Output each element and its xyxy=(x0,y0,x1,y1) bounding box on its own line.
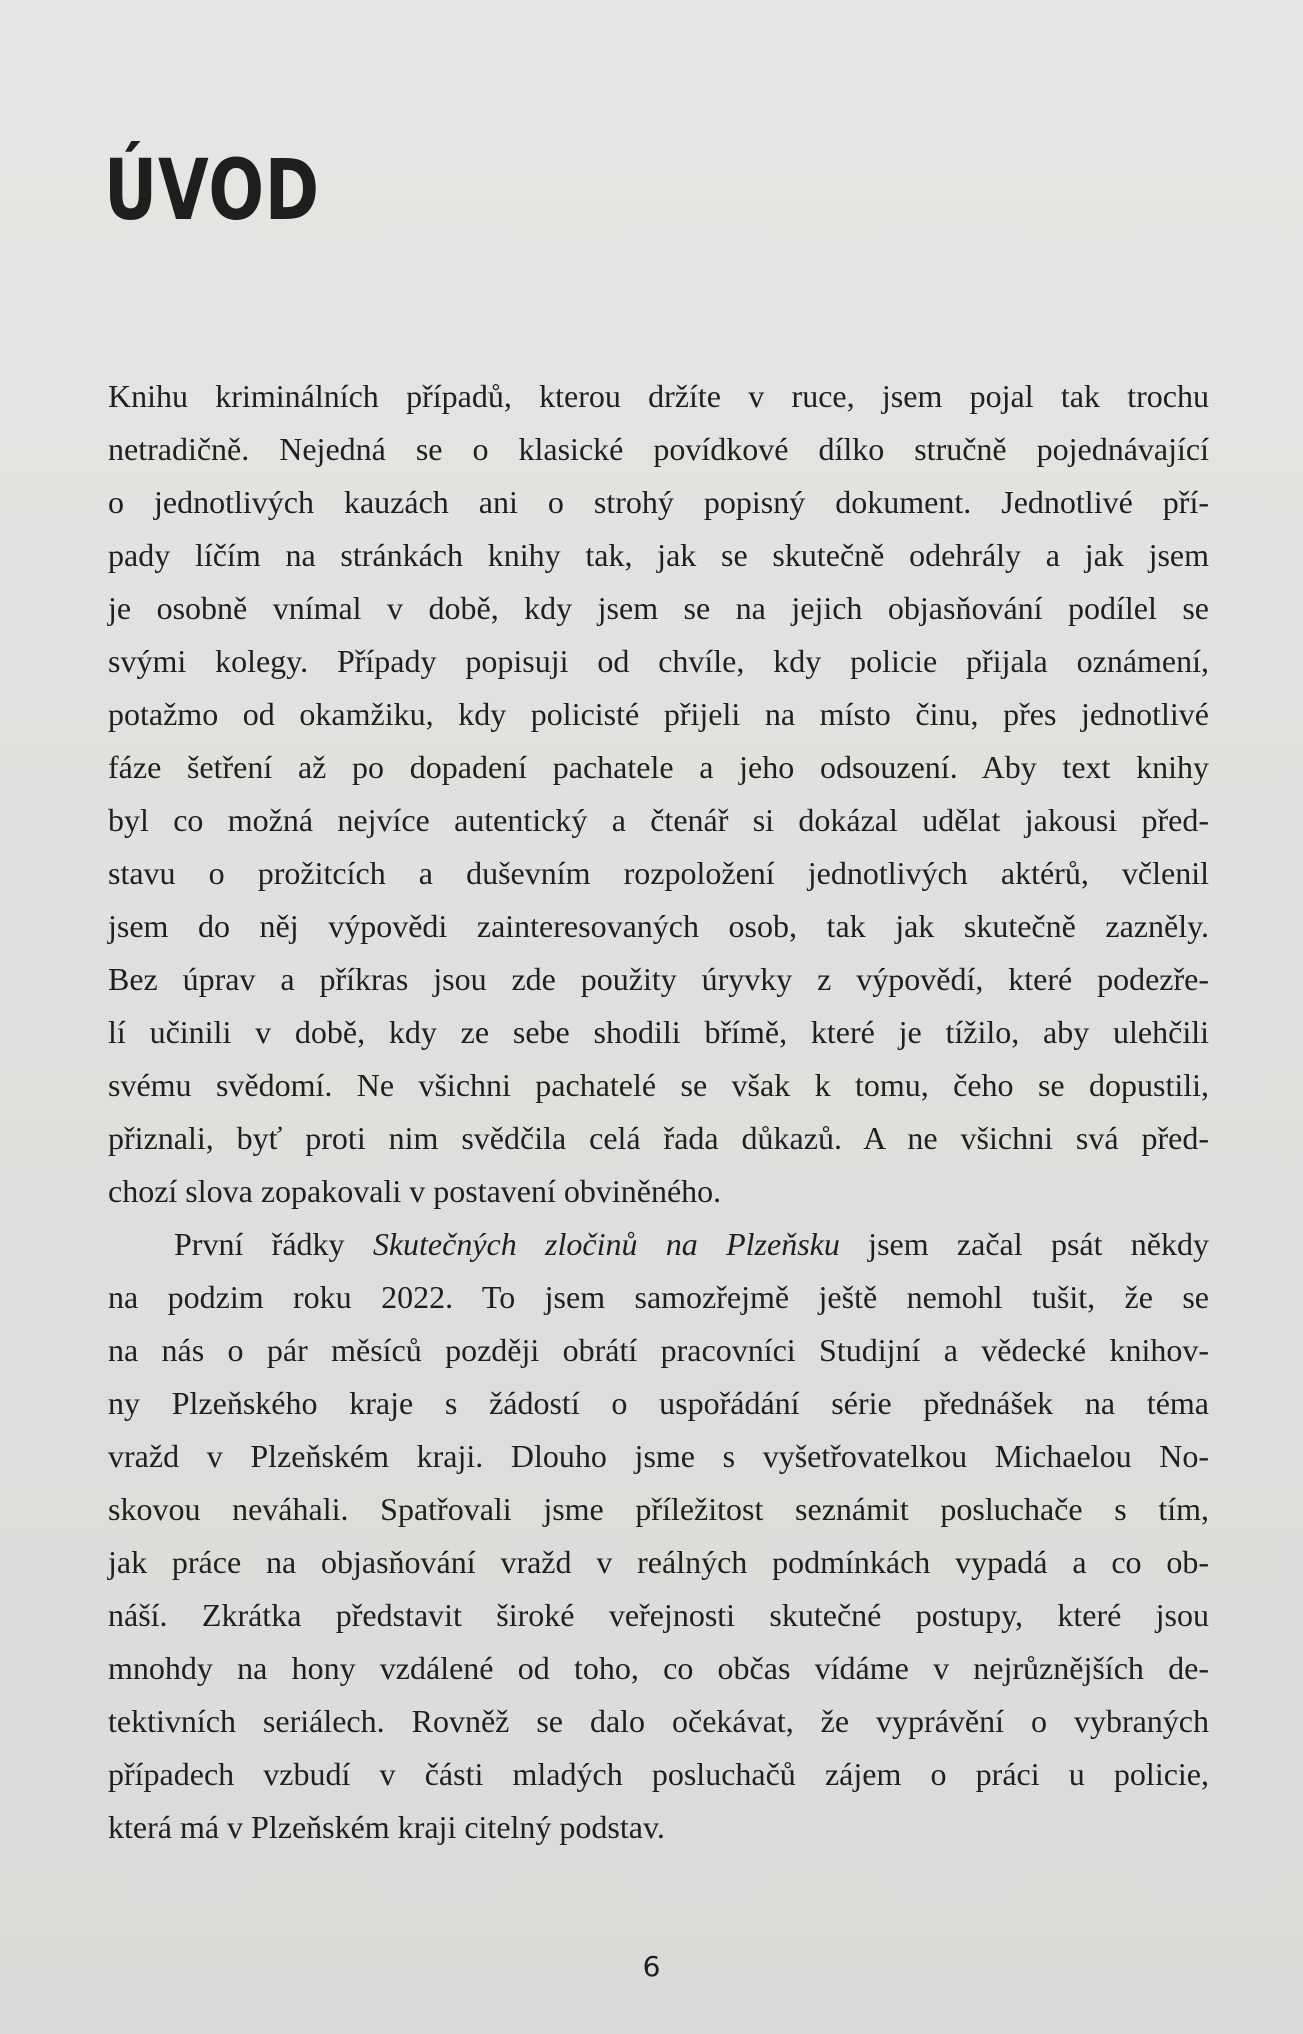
text-run: První řádky xyxy=(174,1226,373,1262)
text-line: jsem do něj výpovědi zainteresovaných osob, tak jak skutečně zazněly. xyxy=(108,908,1209,944)
text-line: náší. Zkrátka představit široké veřejnosti skutečné postupy, které jsou xyxy=(108,1597,1209,1633)
text-line: byl co možná nejvíce autentický a čtenář si dokázal udělat jakousi před- xyxy=(108,802,1209,838)
text-run: jsem začal psát někdy xyxy=(839,1226,1209,1262)
text-line: svými kolegy. Případy popisuji od chvíle, kdy policie přijala oznámení, xyxy=(108,643,1209,679)
text-line: tektivních seriálech. Rovněž se dalo očekávat, že vyprávění o vybraných xyxy=(108,1703,1209,1739)
text-line: přiznali, byť proti nim svědčila celá řada důkazů. A ne všichni svá před- xyxy=(108,1120,1209,1156)
chapter-title: ÚVOD xyxy=(104,141,320,239)
text-line: pady líčím na stránkách knihy tak, jak se skutečně odehrály a jak jsem xyxy=(108,537,1209,573)
text-line: svému svědomí. Ne všichni pachatelé se však k tomu, čeho se dopustili, xyxy=(108,1067,1209,1103)
page-number: 6 xyxy=(642,1950,661,1983)
text-line: potažmo od okamžiku, kdy policisté přijeli na místo činu, přes jednotlivé xyxy=(108,696,1209,732)
text-line: mnohdy na hony vzdálené od toho, co občas vídáme v nejrůznějších de- xyxy=(108,1650,1209,1686)
text-line: o jednotlivých kauzách ani o strohý popisný dokument. Jednotlivé pří- xyxy=(108,484,1209,520)
paragraph-1 xyxy=(108,370,1209,1218)
text-line: fáze šetření až po dopadení pachatele a jeho odsouzení. Aby text knihy xyxy=(108,749,1209,785)
paragraph-2 xyxy=(108,1218,1209,1854)
text-line: netradičně. Nejedná se o klasické povídkové dílko stručně pojednávající xyxy=(108,431,1209,467)
text-line: na podzim roku 2022. To jsem samozřejmě ještě nemohl tušit, že se xyxy=(108,1279,1209,1315)
text-line: jak práce na objasňování vražd v reálných podmínkách vypadá a co ob- xyxy=(108,1544,1209,1580)
text-line: lí učinili v době, kdy ze sebe shodili břímě, které je tížilo, aby ulehčili xyxy=(108,1014,1209,1050)
text-line: ny Plzeňského kraje s žádostí o uspořádání série přednášek na téma xyxy=(108,1385,1209,1421)
text-line: chozí slova zopakovali v postavení obviněného. xyxy=(108,1173,722,1209)
book-title-italic: Skutečných zločinů na Plzeňsku xyxy=(372,1226,840,1262)
text-line: na nás o pár měsíců později obrátí pracovníci Studijní a vědecké knihov- xyxy=(108,1332,1209,1368)
body-text xyxy=(108,370,1209,1854)
text-line: případech vzbudí v části mladých posluchačů zájem o práci u policie, xyxy=(108,1756,1209,1792)
text-line: skovou neváhali. Spatřovali jsme příležitost seznámit posluchače s tím, xyxy=(108,1491,1209,1527)
text-line: je osobně vnímal v době, kdy jsem se na jejich objasňování podílel se xyxy=(108,590,1209,626)
text-line: stavu o prožitcích a duševním rozpoložení jednotlivých aktérů, včlenil xyxy=(108,855,1209,891)
text-line: vražd v Plzeňském kraji. Dlouho jsme s vyšetřovatelkou Michaelou No- xyxy=(108,1438,1209,1474)
text-line: Bez úprav a příkras jsou zde použity úryvky z výpovědí, které podezře- xyxy=(108,961,1209,997)
text-line-first xyxy=(108,1218,1209,1271)
text-line: která má v Plzeňském kraji citelný podstav. xyxy=(108,1809,665,1845)
text-line: Knihu kriminálních případů, kterou držíte v ruce, jsem pojal tak trochu xyxy=(108,378,1209,414)
